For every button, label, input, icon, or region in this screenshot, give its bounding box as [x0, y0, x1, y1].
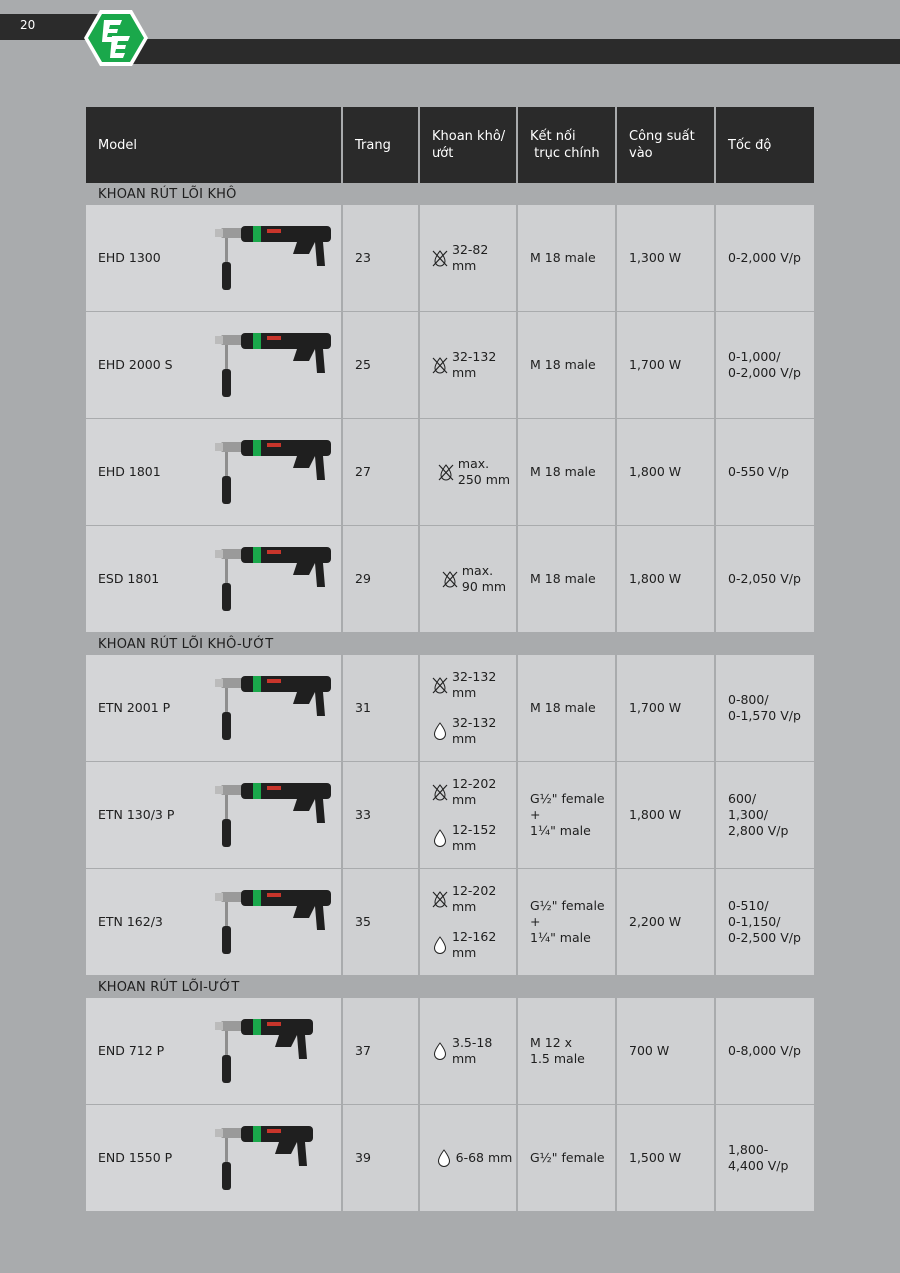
- dry-drilling-icon: [432, 783, 448, 801]
- wet-drilling-icon: [432, 829, 448, 847]
- speed-line: 0-1,150/: [728, 914, 781, 929]
- core-drill-image: [211, 775, 331, 855]
- speed-text: [728, 1142, 788, 1174]
- dry-wet-capacity: [420, 655, 518, 761]
- core-drill-image: [211, 218, 331, 298]
- model-cell: [86, 869, 343, 975]
- dry-wet-capacity: [420, 312, 518, 418]
- speed-line: 0-510/: [728, 898, 769, 913]
- header-connection: [518, 107, 617, 183]
- model-cell: [86, 526, 343, 632]
- table-row: [86, 312, 814, 419]
- wet-drilling-icon: [432, 722, 448, 740]
- spindle-connection-line: G½" female +: [530, 898, 605, 929]
- dry-capacity-line: max.: [457, 456, 490, 471]
- header-connection-line1: Kết nối: [530, 129, 576, 144]
- power-input: 1,700 W: [617, 312, 716, 418]
- dry-wet-capacity: [420, 419, 518, 525]
- power-input: 1,700 W: [617, 655, 716, 761]
- page-reference: 33: [343, 762, 420, 868]
- wet-capacity: [432, 822, 516, 854]
- dry-capacity: [432, 349, 516, 381]
- speed-line: 2,800 V/p: [728, 823, 789, 838]
- dry-wet-capacity: [420, 869, 518, 975]
- header-dry-wet-line2: ướt: [432, 146, 454, 161]
- core-drill-image: [211, 325, 331, 405]
- wet-capacity: [432, 1035, 516, 1067]
- table-row: [86, 526, 814, 633]
- dry-drilling-icon: [432, 676, 448, 694]
- speed-text: [728, 464, 789, 480]
- speed: [716, 312, 814, 418]
- dry-wet-capacity: [420, 1105, 518, 1211]
- dry-capacity-line: 12-202 mm: [452, 883, 497, 914]
- speed-line: 4,400 V/p: [728, 1158, 789, 1173]
- dry-capacity-line: 12-202 mm: [452, 776, 497, 807]
- dry-capacity-text: [452, 669, 516, 701]
- spindle-connection-line: G½" female: [530, 1150, 605, 1165]
- speed-line: 1,800-: [728, 1142, 769, 1157]
- speed-line: 0-2,050 V/p: [728, 571, 801, 586]
- header-speed: Tốc độ: [728, 137, 772, 153]
- header-power: Công suất vào: [617, 107, 716, 183]
- table-row: [86, 655, 814, 762]
- wet-capacity-text: [452, 1035, 516, 1067]
- speed-line: 0-1,000/: [728, 349, 781, 364]
- power-input: 700 W: [617, 998, 716, 1104]
- spindle-connection-text: [530, 250, 596, 266]
- core-drill-image: [211, 668, 331, 748]
- speed: [716, 762, 814, 868]
- table-body: [86, 183, 814, 1212]
- spindle-connection: [518, 869, 617, 975]
- speed-text: [728, 571, 801, 587]
- spindle-connection: [518, 998, 617, 1104]
- spindle-connection-line: M 18 male: [530, 700, 596, 715]
- model-cell: [86, 998, 343, 1104]
- model-cell: [86, 205, 343, 311]
- core-drill-image: [211, 882, 331, 962]
- section-title: KHOAN RÚT LÕI-ƯỚT: [98, 979, 240, 995]
- core-drill-image: [211, 1118, 331, 1198]
- spindle-connection-line: M 12 x: [530, 1035, 573, 1050]
- power-input: 1,500 W: [617, 1105, 716, 1211]
- model-cell: [86, 419, 343, 525]
- brand-logo: [84, 10, 148, 66]
- wet-capacity-line: 3.5-18 mm: [452, 1035, 493, 1066]
- header-page: Trang: [343, 107, 420, 183]
- table-row: [86, 419, 814, 526]
- speed-line: 0-2,000 V/p: [728, 250, 801, 265]
- table-row: [86, 205, 814, 312]
- dry-capacity-text: [452, 776, 516, 808]
- speed-text: [728, 791, 788, 839]
- spindle-connection: [518, 312, 617, 418]
- wet-capacity-text: [452, 822, 516, 854]
- speed-line: 1,300/: [728, 807, 768, 822]
- spindle-connection: [518, 205, 617, 311]
- model-name: ETN 162/3: [98, 914, 163, 929]
- power-input: 1,800 W: [617, 419, 716, 525]
- model-name: ETN 2001 P: [98, 700, 171, 715]
- speed-line: 600/: [728, 791, 757, 806]
- wet-capacity-line: 6-68 mm: [455, 1150, 513, 1165]
- product-table: [86, 107, 814, 1212]
- dry-drilling-icon: [438, 463, 454, 481]
- spindle-connection-line: M 18 male: [530, 357, 596, 372]
- page-reference: 29: [343, 526, 420, 632]
- wet-drilling-icon: [432, 1042, 448, 1060]
- page-reference: 31: [343, 655, 420, 761]
- page-reference: 27: [343, 419, 420, 525]
- model-cell: [86, 312, 343, 418]
- page-reference: 25: [343, 312, 420, 418]
- spindle-connection-text: [530, 464, 596, 480]
- spindle-connection-line: G½" female +: [530, 791, 605, 822]
- dry-capacity: [438, 456, 510, 488]
- speed: [716, 998, 814, 1104]
- model-cell: [86, 1105, 343, 1211]
- dry-capacity-text: [452, 242, 516, 274]
- section-title: KHOAN RÚT LÕI KHÔ: [98, 186, 237, 202]
- spindle-connection-text: [530, 700, 596, 716]
- speed-text: [728, 349, 801, 381]
- dry-capacity: [432, 776, 516, 808]
- wet-capacity: [436, 1149, 513, 1167]
- speed-text: [728, 250, 801, 266]
- model-name: END 712 P: [98, 1043, 165, 1058]
- core-drill-image: [211, 539, 331, 619]
- core-drill-image: [211, 432, 331, 512]
- dry-drilling-icon: [432, 890, 448, 908]
- spindle-connection-line: M 18 male: [530, 464, 596, 479]
- speed: [716, 419, 814, 525]
- spindle-connection: [518, 655, 617, 761]
- speed-line: 0-8,000 V/p: [728, 1043, 801, 1058]
- power-input: 2,200 W: [617, 869, 716, 975]
- dry-capacity-text: [462, 563, 506, 595]
- spindle-connection-line: 1.5 male: [530, 1051, 585, 1066]
- wet-capacity-text: [456, 1150, 513, 1166]
- speed-text: [728, 692, 801, 724]
- dry-drilling-icon: [432, 249, 448, 267]
- dry-drilling-icon: [442, 570, 458, 588]
- wet-capacity: [432, 715, 516, 747]
- wet-capacity-line: 32-132 mm: [452, 715, 497, 746]
- dry-capacity-line: 32-132 mm: [452, 669, 497, 700]
- model-name: END 1550 P: [98, 1150, 173, 1165]
- dry-capacity-line: 32-132 mm: [452, 349, 497, 380]
- header-dry-wet: [420, 107, 518, 183]
- spindle-connection-text: [530, 791, 615, 839]
- dry-capacity-line: 90 mm: [461, 579, 507, 594]
- dry-wet-capacity: [420, 762, 518, 868]
- spindle-connection-text: [530, 1150, 605, 1166]
- speed: [716, 869, 814, 975]
- dry-capacity-line: 250 mm: [457, 472, 511, 487]
- wet-drilling-icon: [432, 936, 448, 954]
- header-model: Model: [86, 107, 343, 183]
- spindle-connection: [518, 526, 617, 632]
- speed: [716, 655, 814, 761]
- model-name: EHD 2000 S: [98, 357, 173, 372]
- dry-capacity-text: [452, 883, 516, 915]
- wet-capacity: [432, 929, 516, 961]
- dry-capacity-text: [458, 456, 510, 488]
- speed-line: 0-800/: [728, 692, 769, 707]
- dry-capacity: [432, 669, 516, 701]
- speed-line: 0-2,500 V/p: [728, 930, 801, 945]
- spindle-connection-text: [530, 571, 596, 587]
- dry-capacity-line: 32-82 mm: [452, 242, 489, 273]
- spindle-connection: [518, 1105, 617, 1211]
- speed: [716, 1105, 814, 1211]
- spindle-connection-text: [530, 898, 615, 946]
- wet-capacity-line: 12-162 mm: [452, 929, 497, 960]
- spindle-connection-line: M 18 male: [530, 250, 596, 265]
- spindle-connection-line: M 18 male: [530, 571, 596, 586]
- dry-drilling-icon: [432, 356, 448, 374]
- table-row: [86, 1105, 814, 1212]
- spindle-connection: [518, 419, 617, 525]
- spindle-connection-text: [530, 1035, 585, 1067]
- table-row: [86, 998, 814, 1105]
- header-dry-wet-line1: Khoan khô/: [432, 129, 506, 144]
- model-name: ETN 130/3 P: [98, 807, 175, 822]
- wet-drilling-icon: [436, 1149, 452, 1167]
- speed-line: 0-1,570 V/p: [728, 708, 801, 723]
- model-cell: [86, 655, 343, 761]
- wet-capacity-text: [452, 929, 516, 961]
- speed-text: [728, 1043, 801, 1059]
- wet-capacity-text: [452, 715, 516, 747]
- page-reference: 35: [343, 869, 420, 975]
- speed-line: 0-550 V/p: [728, 464, 789, 479]
- spindle-connection-text: [530, 357, 596, 373]
- wet-capacity-line: 12-152 mm: [452, 822, 497, 853]
- dry-capacity-text: [452, 349, 516, 381]
- page-number: 20: [20, 18, 36, 32]
- core-drill-image: [211, 1011, 331, 1091]
- speed-text: [728, 898, 801, 946]
- page-reference: 23: [343, 205, 420, 311]
- table-row: [86, 762, 814, 869]
- dry-capacity: [442, 563, 506, 595]
- dry-capacity-line: max.: [461, 563, 494, 578]
- table-row: [86, 869, 814, 976]
- section-title: KHOAN RÚT LÕI KHÔ-ƯỚT: [98, 636, 274, 652]
- dry-wet-capacity: [420, 205, 518, 311]
- speed-line: 0-2,000 V/p: [728, 365, 801, 380]
- dry-wet-capacity: [420, 526, 518, 632]
- header-right-bar: [110, 39, 900, 64]
- model-name: ESD 1801: [98, 571, 160, 586]
- power-input: 1,300 W: [617, 205, 716, 311]
- header-connection-line2: trục chính: [530, 146, 600, 161]
- power-input: 1,800 W: [617, 526, 716, 632]
- dry-capacity: [432, 883, 516, 915]
- speed: [716, 205, 814, 311]
- table-header: [86, 107, 814, 183]
- speed: [716, 526, 814, 632]
- model-name: EHD 1801: [98, 464, 161, 479]
- dry-wet-capacity: [420, 998, 518, 1104]
- spindle-connection-line: 1¼" male: [530, 823, 591, 838]
- power-input: 1,800 W: [617, 762, 716, 868]
- dry-capacity: [432, 242, 516, 274]
- spindle-connection-line: 1¼" male: [530, 930, 591, 945]
- spindle-connection: [518, 762, 617, 868]
- page-reference: 37: [343, 998, 420, 1104]
- model-cell: [86, 762, 343, 868]
- model-name: EHD 1300: [98, 250, 161, 265]
- page-reference: 39: [343, 1105, 420, 1211]
